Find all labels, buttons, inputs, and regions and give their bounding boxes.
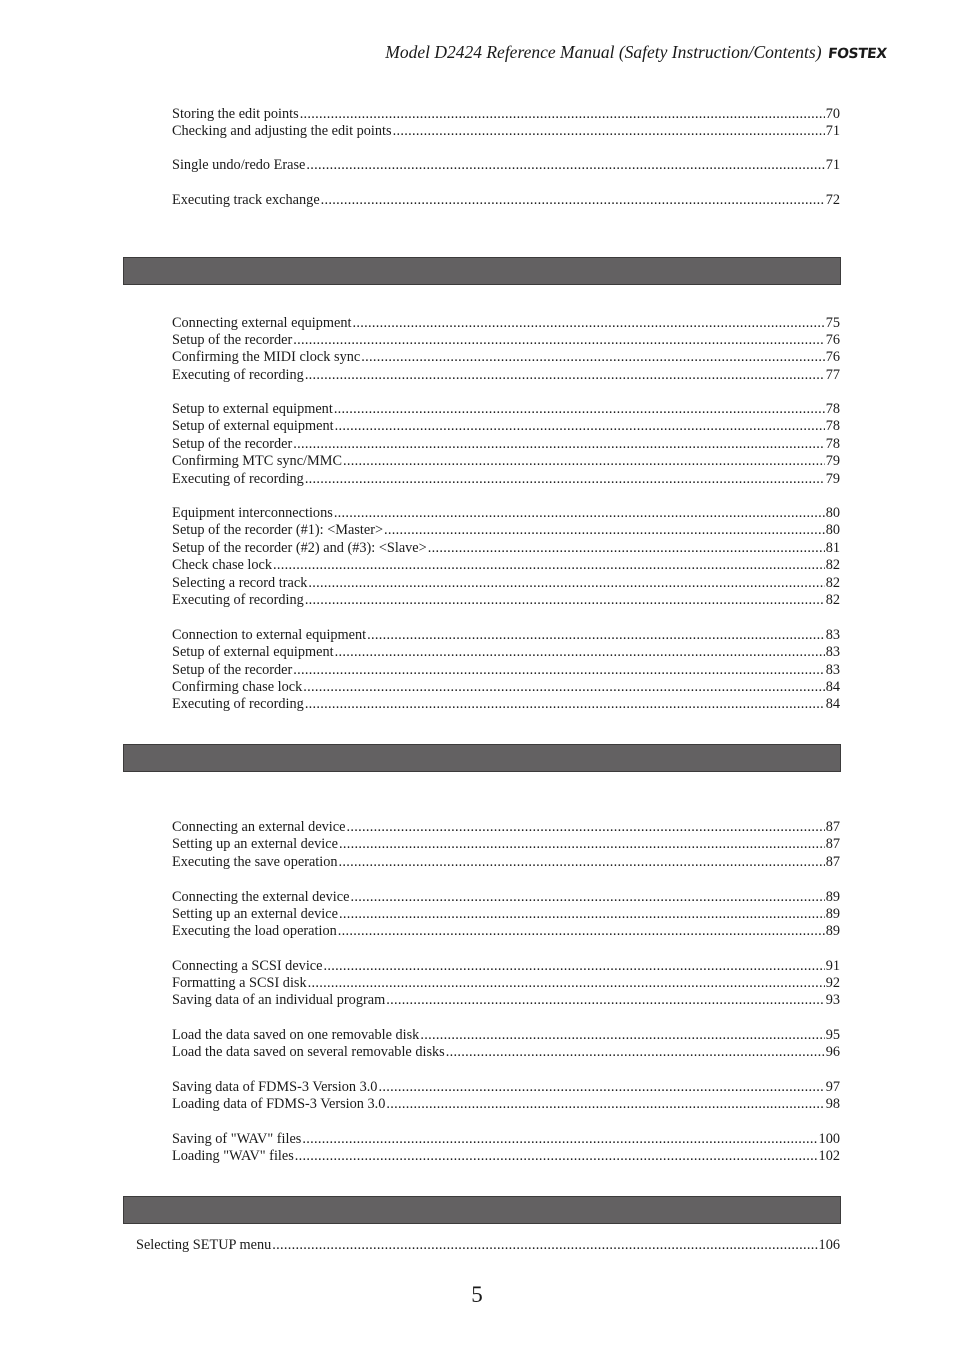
toc-entry[interactable]: Connection to external equipment ..... 83 bbox=[172, 627, 840, 644]
toc-entry[interactable]: Executing of recording ..... 79 bbox=[172, 471, 840, 488]
section-heading-bar bbox=[123, 744, 841, 772]
toc-entry[interactable]: Confirming chase lock ..... 84 bbox=[172, 679, 840, 696]
toc-entry[interactable]: Executing of recording ..... 82 bbox=[172, 592, 840, 609]
page-number: 5 bbox=[471, 1282, 483, 1307]
toc-entry[interactable]: Executing track exchange ..... 72 bbox=[172, 192, 840, 209]
toc-entry[interactable]: Formatting a SCSI disk ..... 92 bbox=[172, 975, 840, 992]
section-heading-bar bbox=[123, 1196, 841, 1224]
toc-entry[interactable]: Equipment interconnections ..... 80 bbox=[172, 505, 840, 522]
toc-entry[interactable]: Connecting the external device ..... 89 bbox=[172, 889, 840, 906]
toc-entry[interactable]: Executing of recording ..... 77 bbox=[172, 367, 840, 384]
toc-entry[interactable]: Saving data of an individual program ..... 93 bbox=[172, 992, 840, 1009]
toc-entry[interactable]: Single undo/redo Erase ..... 71 bbox=[172, 157, 840, 174]
toc-entry[interactable]: Setup of the recorder ..... 76 bbox=[172, 332, 840, 349]
toc-entry[interactable]: Selecting SETUP menu ..... 106 bbox=[136, 1237, 840, 1254]
toc-entry[interactable]: Selecting a record track ..... 82 bbox=[172, 575, 840, 592]
toc-entry[interactable]: Setup of the recorder ..... 83 bbox=[172, 662, 840, 679]
toc-entry[interactable]: Executing of recording ..... 84 bbox=[172, 696, 840, 713]
toc-entry[interactable]: Setup to external equipment ..... 78 bbox=[172, 401, 840, 418]
toc-entry[interactable]: Setting up an external device ..... 89 bbox=[172, 906, 840, 923]
toc-entry[interactable]: Loading "WAV" files ..... 102 bbox=[172, 1148, 840, 1165]
manual-title: Model D2424 Reference Manual (Safety Instruction/Contents) bbox=[385, 42, 822, 62]
toc-entry[interactable]: Saving data of FDMS-3 Version 3.0 ..... 97 bbox=[172, 1079, 840, 1096]
toc-entry[interactable]: Confirming the MIDI clock sync ..... 76 bbox=[172, 349, 840, 366]
toc-entry[interactable]: Setup of the recorder (#2) and (#3): <Slave> ..... 81 bbox=[172, 540, 840, 557]
toc-entry[interactable]: Load the data saved on one removable disk ..... 95 bbox=[172, 1027, 840, 1044]
toc-entry[interactable]: Loading data of FDMS-3 Version 3.0 ..... 98 bbox=[172, 1096, 840, 1113]
toc-entry[interactable]: Checking and adjusting the edit points ..... 71 bbox=[172, 123, 840, 140]
toc-entry[interactable]: Connecting an external device ..... 87 bbox=[172, 819, 840, 836]
toc-entry[interactable]: Connecting a SCSI device ..... 91 bbox=[172, 958, 840, 975]
toc-entry[interactable]: Check chase lock ..... 82 bbox=[172, 557, 840, 574]
fostex-logo: FOSTEX bbox=[826, 46, 887, 62]
toc-entry[interactable]: Load the data saved on several removable disks ..... 96 bbox=[172, 1044, 840, 1061]
toc-entry[interactable]: Setting up an external device ..... 87 bbox=[172, 836, 840, 853]
toc-entry[interactable]: Setup of the recorder ..... 78 bbox=[172, 436, 840, 453]
toc-entry[interactable]: Setup of external equipment ..... 83 bbox=[172, 644, 840, 661]
toc-entry[interactable]: Executing the load operation ..... 89 bbox=[172, 923, 840, 940]
toc-entry[interactable]: Saving of "WAV" files ..... 100 bbox=[172, 1131, 840, 1148]
toc-entry[interactable]: Setup of external equipment ..... 78 bbox=[172, 418, 840, 435]
toc-entry[interactable]: Connecting external equipment ..... 75 bbox=[172, 315, 840, 332]
section-heading-bar bbox=[123, 257, 841, 285]
toc-entry[interactable]: Setup of the recorder (#1): <Master> ..... 80 bbox=[172, 522, 840, 539]
toc-entry[interactable]: Storing the edit points ..... 70 bbox=[172, 106, 840, 123]
toc-entry[interactable]: Executing the save operation ..... 87 bbox=[172, 854, 840, 871]
toc-entry[interactable]: Confirming MTC sync/MMC ..... 79 bbox=[172, 453, 840, 470]
